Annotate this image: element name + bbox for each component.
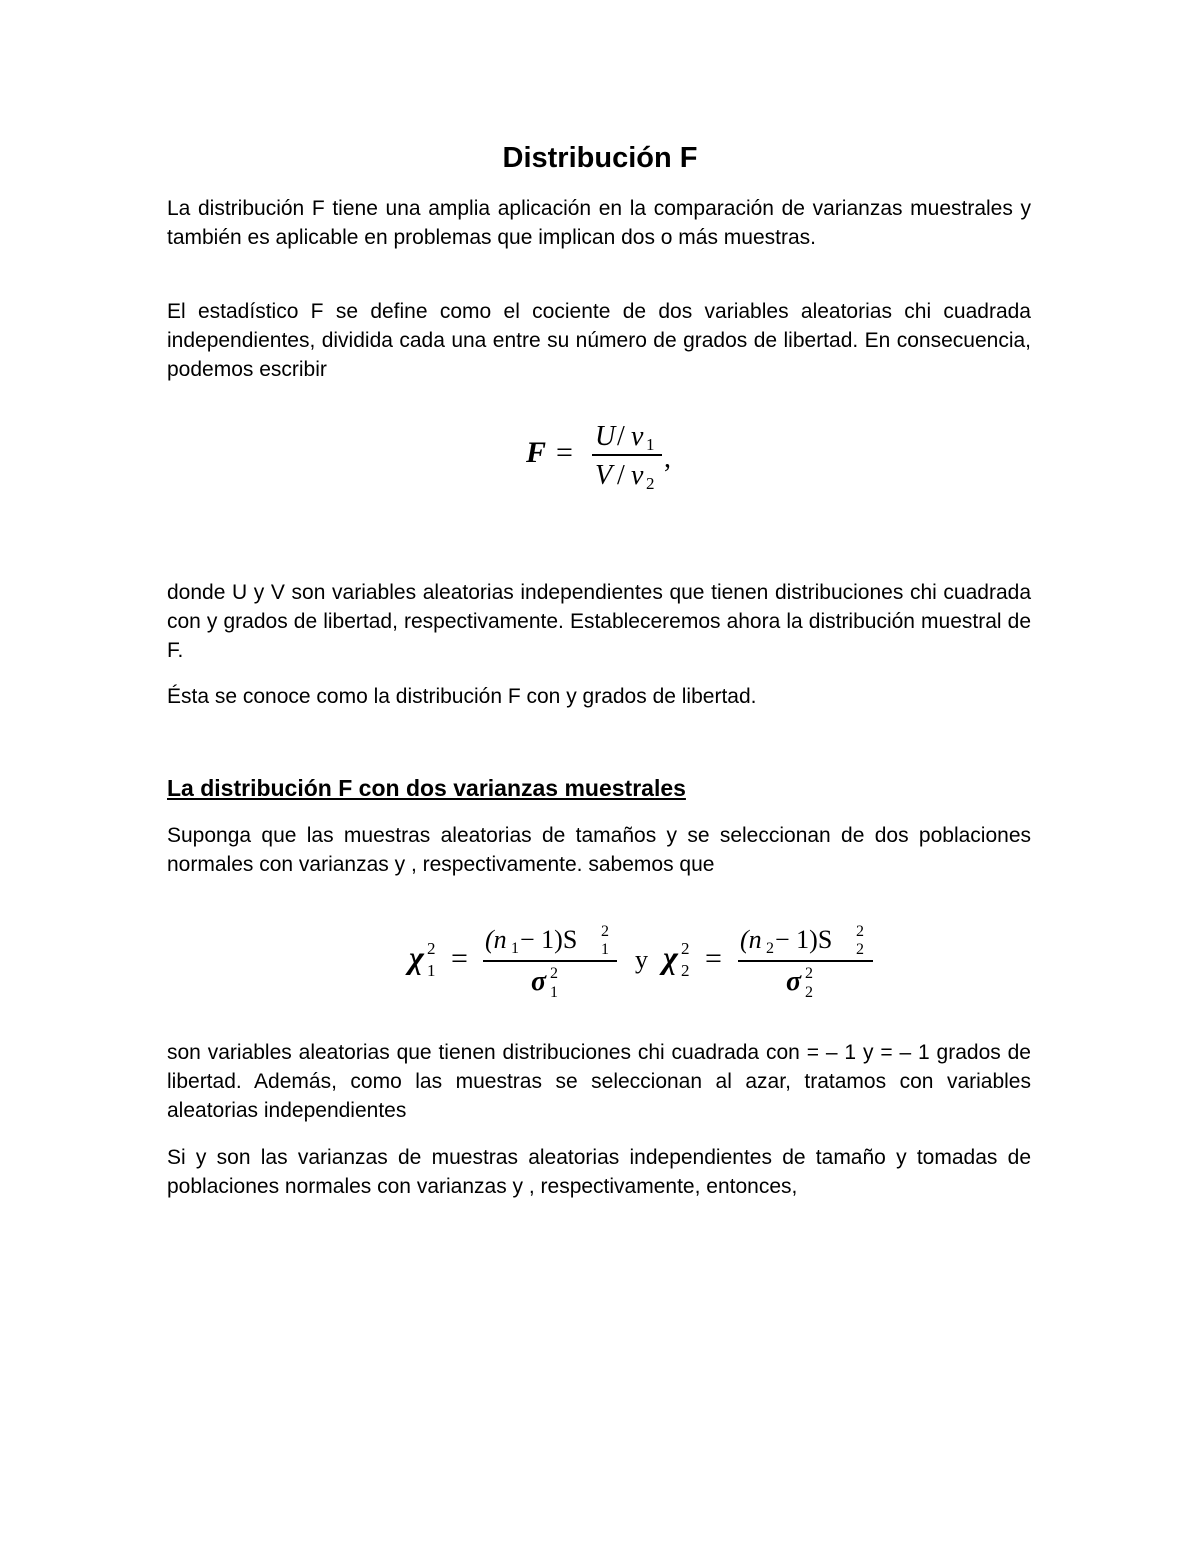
- formula-chi1-num-tail: − 1)S: [520, 925, 578, 954]
- formula-f-denominator-slash: /: [617, 460, 625, 491]
- formula-chi2-num-tail: − 1)S: [775, 925, 833, 954]
- formula-chi2-sub: 2: [681, 961, 690, 980]
- formula-chi2-num-sub: 2: [766, 940, 774, 957]
- samples-paragraph: Suponga que las muestras aleatorias de tamaños y se seleccionan de dos poblaciones normales con varianzas y , respectivamente. sabemos que: [167, 824, 1031, 876]
- page-title: Distribución F: [502, 142, 698, 174]
- formula-chi1-symbol: χ: [409, 939, 424, 975]
- f-distribution-paragraph: Ésta se conoce como la distribución F con y grados de libertad.: [167, 685, 757, 708]
- formula-chi2-sup: 2: [681, 939, 690, 958]
- formula-chi2-num-n: (n: [740, 925, 762, 954]
- formula-chi1-den-sub: 1: [550, 984, 558, 1001]
- variances-paragraph: Si y son las varianzas de muestras aleatorias independientes de tamaño y tomadas de poblaciones normales con varianzas y , respectivamente, entonces,: [167, 1146, 1031, 1198]
- formula-chi2-num-s-sub: 2: [856, 941, 864, 958]
- formula-chi2-num-sup: 2: [856, 923, 864, 940]
- formula-chi-connector: y: [635, 945, 648, 974]
- formula-chi1-sup: 2: [427, 939, 436, 958]
- formula-chi1-sub: 1: [427, 961, 436, 980]
- f-statistic-formula: [520, 412, 690, 502]
- formula-f-comma: ,: [664, 443, 671, 474]
- formula-chi2-den-sigma: σ: [786, 966, 802, 997]
- formula-chi2-den-sub: 2: [805, 984, 813, 1001]
- formula-chi1-den-sup: 2: [550, 965, 558, 982]
- formula-f-equals: =: [556, 436, 573, 469]
- formula-f-denominator-nu: ν: [631, 460, 644, 491]
- formula-f-denominator-var: V: [595, 460, 613, 491]
- intro-paragraph: La distribución F tiene una amplia aplicación en la comparación de varianzas muestrales y también es aplicable en problemas que implican dos o más muestras.: [167, 197, 1031, 249]
- chi-square-formula: [405, 918, 890, 1003]
- formula-f-numerator-var: U: [595, 421, 616, 452]
- formula-f-numerator-slash: /: [617, 421, 625, 452]
- formula-chi2-equals: =: [705, 942, 722, 975]
- formula-chi1-num-n: (n: [485, 925, 507, 954]
- formula-chi2-symbol: χ: [663, 939, 678, 975]
- formula-f-numerator-nu: ν: [631, 421, 644, 452]
- formula-chi2-den-sup: 2: [805, 965, 813, 982]
- formula-chi1-num-sup: 2: [601, 923, 609, 940]
- formula-f-numerator-sub: 1: [646, 435, 655, 454]
- formula-chi1-equals: =: [451, 942, 468, 975]
- formula-f-lhs: F: [526, 436, 547, 469]
- chi-square-explanation-paragraph: son variables aleatorias que tienen distribuciones chi cuadrada con = – 1 y = – 1 grados de libertad. Además, como las muestras se seleccionan al azar, tratamos con variables aleatorias independientes: [167, 1041, 1031, 1122]
- formula-chi1-den-sigma: σ: [531, 966, 547, 997]
- section-heading: La distribución F con dos varianzas muestrales: [167, 775, 686, 801]
- formula-chi1-num-sub: 1: [511, 940, 519, 957]
- formula-f-denominator-sub: 2: [646, 474, 655, 493]
- explanation-paragraph: donde U y V son variables aleatorias independientes que tienen distribuciones chi cuadrada con y grados de libertad, respectivamente. Estableceremos ahora la distribución muestral de F.: [167, 581, 1031, 662]
- definition-paragraph: El estadístico F se define como el cociente de dos variables aleatorias chi cuadrada independientes, dividida cada una entre su número de grados de libertad. En consecuencia, podemos escribir: [167, 300, 1031, 381]
- formula-chi1-num-s-sub: 1: [601, 941, 609, 958]
